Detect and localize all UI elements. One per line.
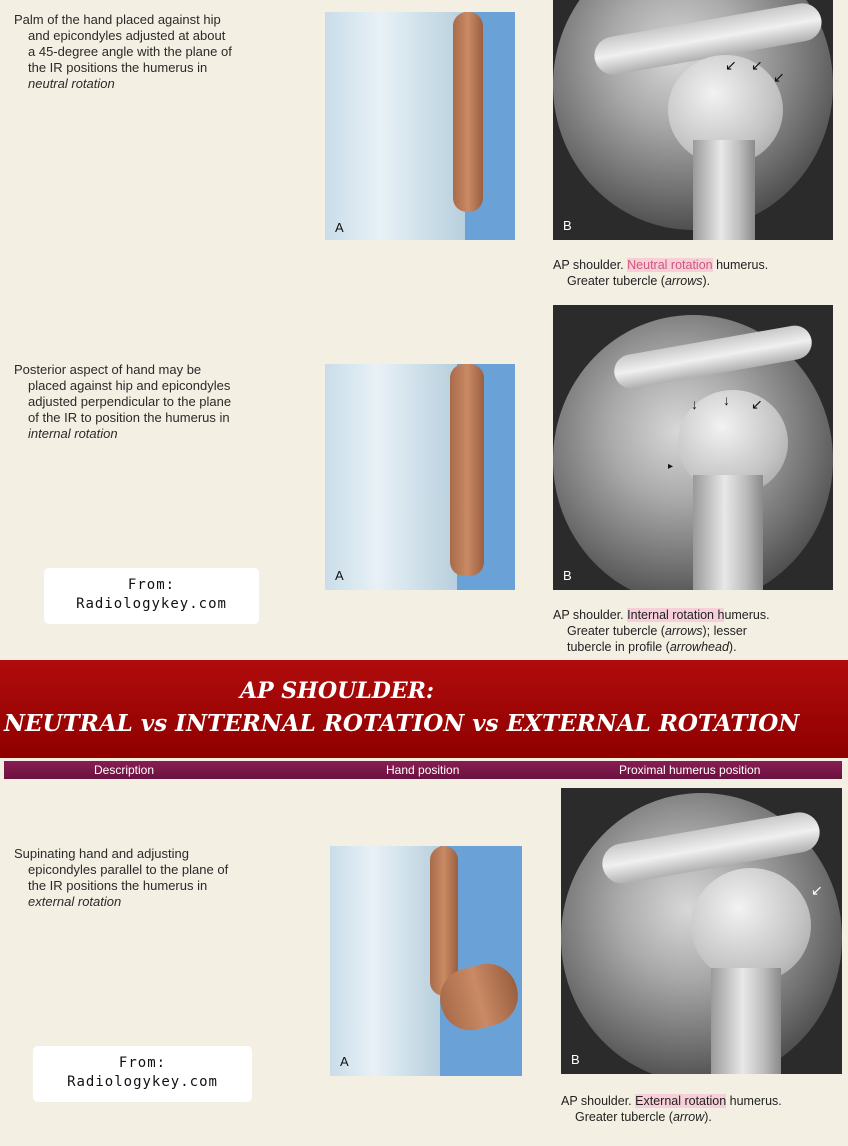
banner-title: AP SHOULDER: [240,678,435,704]
arrowhead-icon: ▸ [668,461,674,472]
watermark-top: From: Radiologykey.com [44,568,259,624]
arrow-icon: ↙ [725,57,737,73]
title-banner [0,660,848,758]
xray-internal: ↓ ↓ ↙ ▸ B [553,305,833,590]
xray-neutral: ↙ ↙ ↙ B [553,0,833,240]
watermark-bottom: From: Radiologykey.com [33,1046,252,1102]
arrow-icon: ↙ [751,396,763,412]
caption-internal: AP shoulder. Internal rotation humerus. Greater tubercle (arrows); lesser tubercle in profile (arrowhead). [553,608,770,654]
xray-external: ↙ B [561,788,842,1074]
photo-hand-neutral: A [325,12,515,240]
arrow-icon: ↙ [773,69,785,85]
photo-hand-internal: A [325,364,515,590]
caption-external: AP shoulder. External rotation humerus. Greater tubercle (arrow). [561,1094,782,1124]
caption-neutral: AP shoulder. Neutral rotation humerus. Greater tubercle (arrows). [553,258,769,288]
table-header [4,761,842,779]
arrow-icon: ↙ [811,882,823,898]
photo-hand-external: A [330,846,522,1076]
arrow-icon: ↙ [751,57,763,73]
arrow-icon: ↓ [723,392,730,408]
description-neutral: Palm of the hand placed against hip and epicondyles adjusted at about a 45-degree angle with the plane of the IR positions the humerus in neutral rotation [14,12,232,91]
header-hand-position: Hand position [386,763,460,777]
header-description: Description [94,763,155,777]
header-humerus-position: Proximal humerus position [619,763,761,777]
banner-subtitle: NEUTRAL vs INTERNAL ROTATION vs EXTERNAL ROTATION [4,710,800,737]
description-internal: Posterior aspect of hand may be placed against hip and epicondyles adjusted perpendicular to the plane of the IR to position the humerus in internal rotation [14,362,232,441]
arrow-icon: ↓ [691,396,698,412]
description-external: Supinating hand and adjusting epicondyles parallel to the plane of the IR positions the humerus in external rotation [14,846,229,909]
